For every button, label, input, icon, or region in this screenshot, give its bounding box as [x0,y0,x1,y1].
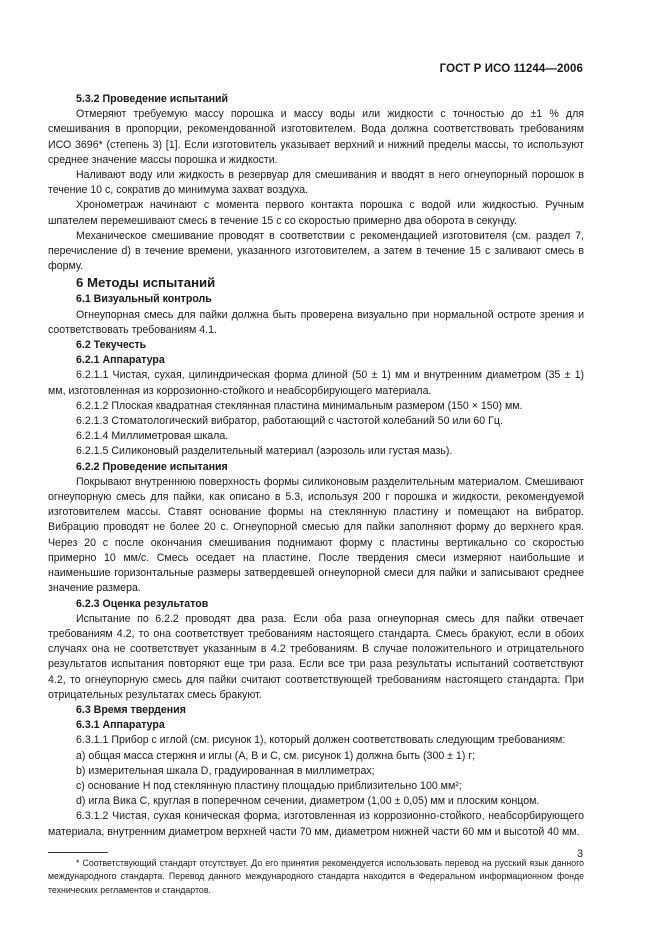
document-body [48,92,584,898]
section-heading-6: 6 Методы испытаний [76,275,216,291]
paragraph: Огнеупорная смесь для пайки должна быть проверена визуально при нормальной остроте зрения и соответствовать требованиям 4.1. [48,308,584,336]
paragraph: 6.2.1.3 Стоматологический вибратор, работающий с частотой колебаний 50 или 60 Гц. [76,415,503,428]
paragraph: 6.2.1.1 Чистая, сухая, цилиндрическая форма длиной (50 ± 1) мм и внутренним диаметром (35 ± 1) мм, изготовленная из коррозионно-стойкого и неабсорбирующего материала. [48,369,584,397]
paragraph: 6.3.1.1 Прибор с иглой (см. рисунок 1), который должен соответствовать следующим требованиям: [76,734,566,747]
section-heading-6-2-2: 6.2.2 Проведение испытания [76,460,228,473]
list-item: b) измерительная шкала D, градуированная в миллиметрах; [76,764,375,777]
section-heading-5-3-2: 5.3.2 Проведение испытаний [76,93,229,105]
list-item: a) общая масса стержня и иглы (А, В и С, см. рисунок 1) должна быть (300 ± 1) г; [76,749,476,762]
paragraph: 6.3.1.2 Чистая, сухая коническая форма, изготовленная из коррозионно-стойкого, неабсорбирующего материала, внутренним диаметром верхней части 70 мм, диаметром нижней части 60 мм и высотой 40 мм. [48,810,584,838]
section-heading-6-2-1: 6.2.1 Аппаратура [76,354,165,367]
paragraph: Хронометраж начинают с момента первого контакта порошка с водой или жидкостью. Ручным шпателем перемешивают смесь в течение 15 с со скоростью примерно два оборота в секунду. [48,199,584,227]
paragraph: 6.2.1.4 Миллиметровая шкала. [76,430,229,443]
section-heading-6-3: 6.3 Время твердения [76,703,186,716]
section-heading-6-1: 6.1 Визуальный контроль [76,293,212,306]
list-item: d) игла Вика С, круглая в поперечном сечении, диаметром (1,00 ± 0,05) мм и плоским концом. [76,795,540,808]
paragraph: Испытание по 6.2.2 проводят два раза. Если оба раза огнеупорная смесь для пайки отвечает требованиям 4.2, то она соответствует требованиям настоящего стандарта. Смесь бракуют, если в обоих случаях она не соответствует указанным в 4.2 требованиям. В случае положительного и отрицательного результатов испытания повторяют еще три раза. Если все три раза результаты испытаний соответствуют 4.2, то огнеупорную смесь для пайки считают соответствующей требованиям настоящего стандарта. При отрицательных результатах смесь бракуют. [48,612,584,701]
section-heading-6-3-1: 6.3.1 Аппаратура [76,719,165,732]
paragraph: Покрывают внутреннюю поверхность формы силиконовым разделительным материалом. Смешивают огнеупорную смесь для пайки, как описано в 5.3, используя 200 г порошка и жидкости, рекомендуемой изготовителем массы. Ставят основание формы на стеклянную пластину и помещают на вибратор. Вибрацию проводят не более 20 с. Огнеупорной смесью для пайки заполняют форму до верхнего края. Через 20 с после окончания смешивания поднимают форму с пластины вертикально со скоростью примерно 10 мм/с. Смесь оседает на пластине. После твердения смеси измеряют наибольшие и наименьшие горизонтальные размеры затвердевшей огнеупорной смеси для пайки и записывают среднее значение размера. [48,475,584,595]
document-header: ГОСТ Р ИСО 11244—2006 [439,63,583,75]
footnote: * Соответствующий стандарт отсутствует. До его принятия рекомендуется использовать перевод на русский язык данного международного стандарта. Перевод данного международного стандарта находится в Федеральном информационном фонде технических регламентов и стандартов. [48,857,584,895]
footnote-divider [48,852,108,853]
paragraph: Механическое смешивание проводят в соответствии с рекомендацией изготовителя (см. раздел 7, перечисление d) в течение времени, указанного изготовителем, а затем в течение 15 с заливают смесь в форму. [48,229,584,273]
section-heading-6-2: 6.2 Текучесть [76,339,147,352]
paragraph: 6.2.1.5 Силиконовый разделительный материал (аэрозоль или густая мазь). [76,445,453,458]
paragraph: 6.2.1.2 Плоская квадратная стеклянная пластина минимальным размером (150 × 150) мм. [76,399,523,412]
paragraph: Отмеряют требуемую массу порошка и массу воды или жидкости с точностью до ±1 % для смешивания в пропорции, рекомендованной изготовителем. Вода должна соответствовать требованиям ИСО 3696* (степень 3) [1]. Если изготовитель указывает верхний и нижний пределы массы, то используют среднее значение массы порошка и жидкости. [48,108,584,166]
paragraph: Наливают воду или жидкость в резервуар для смешивания и вводят в него огнеупорный порошок в течение 10 с, сократив до минимума захват воздуха. [48,169,584,197]
section-heading-6-2-3: 6.2.3 Оценка результатов [76,597,209,610]
page-number: 3 [577,848,583,860]
list-item: c) основание Н под стеклянную пластину площадью приблизительно 100 мм²; [76,779,462,792]
